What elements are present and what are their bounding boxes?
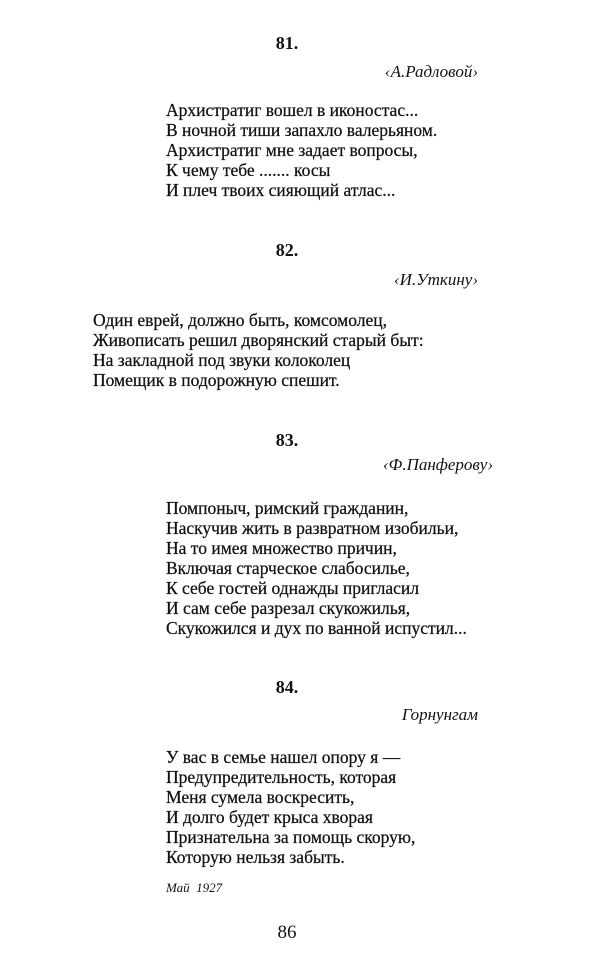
poem-line: И долго будет крыса хворая [166,807,373,827]
poem-line: У вас в семье нашел опору я — [166,747,401,767]
poem-line: К себе гостей однажды пригласил [166,578,420,598]
poem-dedication: ‹Ф.Панферову› [383,455,493,474]
poem-line: Архистратиг вошел в иконостас... [166,100,419,120]
poem-line: На закладной под звуки колоколец [93,350,351,370]
poem-line: Признательна за помощь скорую, [166,827,416,847]
poem-line: К чему тебе ....... косы [166,160,331,180]
poem-line: Скукожился и дух по ванной испустил... [166,618,467,638]
poem-line: Наскучив жить в развратном изобильи, [166,518,459,538]
poem-dedication: Горнунгам [401,705,478,724]
poem-line: Предупредительность, которая [166,767,397,787]
poem-line: И сам себе разрезал скукожилья, [166,598,411,618]
poem-date: Май 1927 [166,880,223,895]
page-number: 86 [277,922,297,943]
poem-number: 83. [275,430,299,450]
poem-line: Меня сумела воскресить, [166,787,355,807]
poem-line: Помпоныч, римский гражданин, [166,498,409,518]
poem-dedication: ‹И.Уткину› [394,270,478,289]
poem-line: Один еврей, должно быть, комсомолец, [93,310,387,330]
poem-number: 81. [275,33,299,53]
poem-line: Архистратиг мне задает вопросы, [166,140,418,160]
poem-line: Которую нельзя забыть. [166,847,345,867]
poem-dedication: ‹А.Радловой› [384,62,478,81]
poem-line: Живописать решил дворянский старый быт: [93,330,424,350]
poem-line: На то имея множество причин, [166,538,397,558]
poem-line: В ночной тиши запахло валерьяном. [166,120,438,140]
poem-number: 82. [275,240,299,260]
poem-line: Включая старческое слабосилье, [166,558,410,578]
poem-line: Помещик в подорожную спешит. [93,370,340,390]
poem-number: 84. [275,677,299,697]
poem-line: И плеч твоих сияющий атлас... [166,180,396,200]
